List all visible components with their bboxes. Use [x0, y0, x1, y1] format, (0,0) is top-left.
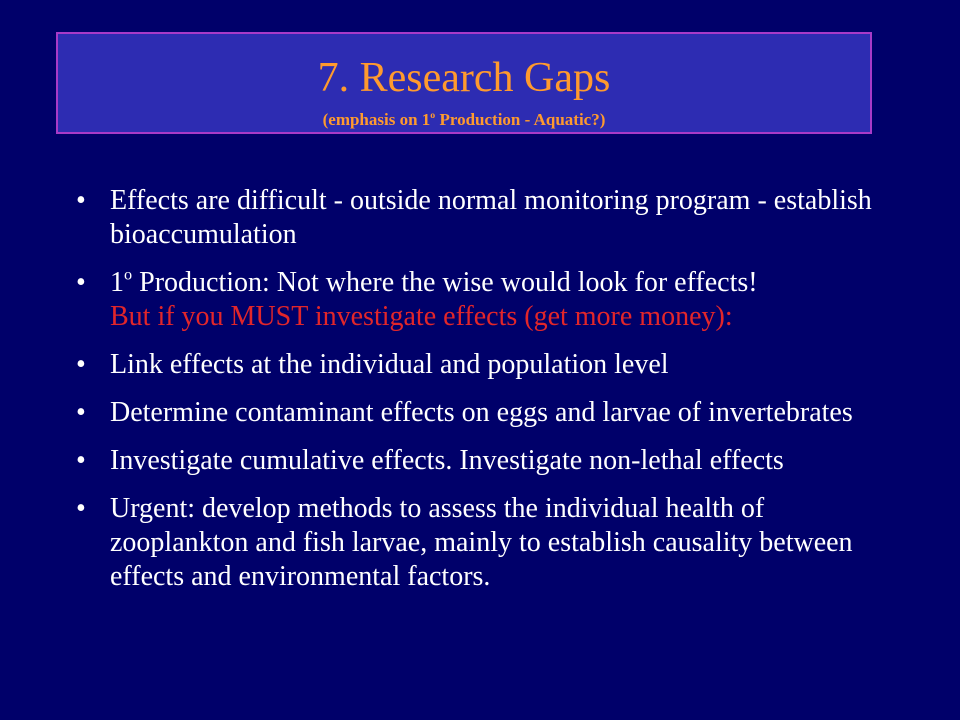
bullet-glyph: • [76, 185, 86, 216]
bullet-glyph: • [76, 493, 86, 524]
bullet-text-superscript: o [124, 265, 133, 284]
subtitle-prefix: (emphasis on 1 [322, 110, 431, 129]
bullet-text-highlight: But if you MUST investigate effects (get more money): [110, 301, 733, 332]
bullet-glyph: • [76, 397, 86, 428]
slide-title: 7. Research Gaps [317, 55, 611, 101]
bullet-text: Effects are difficult - outside normal monitoring program - establish bioaccumulation [110, 185, 872, 250]
bullet-text: Determine contaminant effects on eggs and larvae of invertebrates [110, 397, 853, 428]
bullet-text: Link effects at the individual and population level [110, 349, 669, 380]
bullet-text: Investigate cumulative effects. Investigate non-lethal effects [110, 445, 784, 476]
bullet-item [76, 266, 896, 334]
bullet-glyph: • [76, 445, 86, 476]
bullet-item [76, 492, 896, 594]
bullet-text: Urgent: develop methods to assess the individual health of zooplankton and fish larvae, mainly to establish causality between effects and environmental factors. [110, 493, 853, 592]
bullet-text-prefix: 1 [110, 267, 124, 298]
slide-subtitle [58, 110, 870, 130]
bullet-item [76, 396, 896, 430]
bullet-glyph: • [76, 349, 86, 380]
subtitle-superscript: o [430, 110, 436, 122]
bullet-list [76, 184, 896, 608]
bullet-text: Production: Not where the wise would look for effects! [132, 267, 758, 298]
title-box [56, 32, 872, 134]
subtitle-suffix: Production - Aquatic?) [435, 110, 606, 129]
bullet-item [76, 348, 896, 382]
bullet-item [76, 444, 896, 478]
bullet-item [76, 184, 896, 252]
bullet-glyph: • [76, 267, 86, 298]
